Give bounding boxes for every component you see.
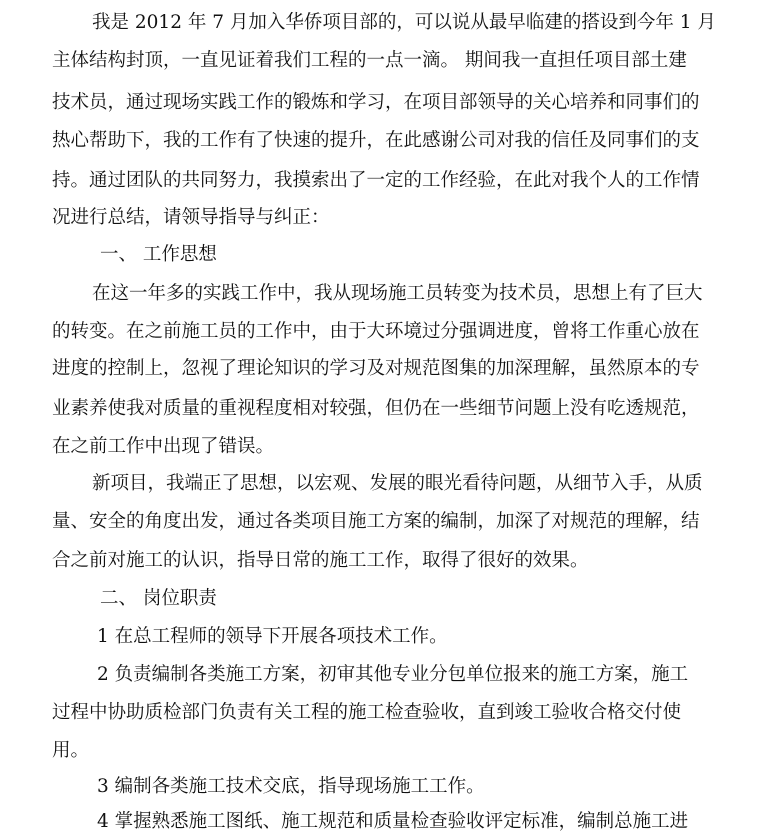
paragraph-intro-line-5: 持。通过团队的共同努力，我摸索出了一定的工作经验，在此对我个人的工作情 <box>52 170 700 191</box>
duty-item-2-line-3: 用。 <box>52 740 90 761</box>
paragraph-new-project-line-1: 新项目，我端正了思想，以宏观、发展的眼光看待问题，从细节入手，从质 <box>92 473 703 494</box>
paragraph-new-project-line-2: 量、安全的角度出发，通过各类项目施工方案的编制，加深了对规范的理解，结 <box>52 511 700 532</box>
paragraph-thinking-line-3: 进度的控制上，忽视了理论知识的学习及对规范图集的加深理解，虽然原本的专 <box>52 358 700 379</box>
duty-item-4-line-1: 4 掌握熟悉施工图纸、施工规范和质量检查验收评定标准，编制总施工进 <box>97 811 689 832</box>
paragraph-new-project-line-3: 合之前对施工的认识，指导日常的施工工作，取得了很好的效果。 <box>52 550 589 571</box>
duty-item-2-line-2: 过程中协助质检部门负责有关工程的施工检查验收，直到竣工验收合格交付使 <box>52 702 682 723</box>
duty-item-2-line-1: 2 负责编制各类施工方案，初审其他专业分包单位报来的施工方案，施工 <box>97 664 689 685</box>
paragraph-intro-line-1: 我是 2012 年 7 月加入华侨项目部的，可以说从最早临建的搭设到今年 1 月 <box>92 12 716 33</box>
paragraph-thinking-line-1: 在这一年多的实践工作中，我从现场施工员转变为技术员，思想上有了巨大 <box>92 283 703 304</box>
paragraph-thinking-line-4: 业素养使我对质量的重视程度相对较强，但仍在一些细节问题上没有吃透规范， <box>52 398 700 419</box>
paragraph-thinking-line-5: 在之前工作中出现了错误。 <box>52 436 275 457</box>
paragraph-thinking-line-2: 的转变。在之前施工员的工作中，由于大环境过分强调进度，曾将工作重心放在 <box>52 321 700 342</box>
section-heading-work-thinking: 一、 工作思想 <box>100 244 217 265</box>
paragraph-intro-line-2: 主体结构封顶，一直见证着我们工程的一点一滴。 期间我一直担任项目部土建 <box>52 50 687 71</box>
duty-item-3: 3 编制各类施工技术交底，指导现场施工工作。 <box>97 776 485 797</box>
duty-item-1: 1 在总工程师的领导下开展各项技术工作。 <box>97 626 448 647</box>
section-heading-job-duties: 二、 岗位职责 <box>100 588 217 609</box>
paragraph-intro-line-3: 技术员，通过现场实践工作的锻炼和学习，在项目部领导的关心培养和同事们的 <box>52 92 700 113</box>
paragraph-intro-line-6: 况进行总结，请领导指导与纠正： <box>52 207 330 228</box>
paragraph-intro-line-4: 热心帮助下，我的工作有了快速的提升，在此感谢公司对我的信任及同事们的支 <box>52 130 700 151</box>
